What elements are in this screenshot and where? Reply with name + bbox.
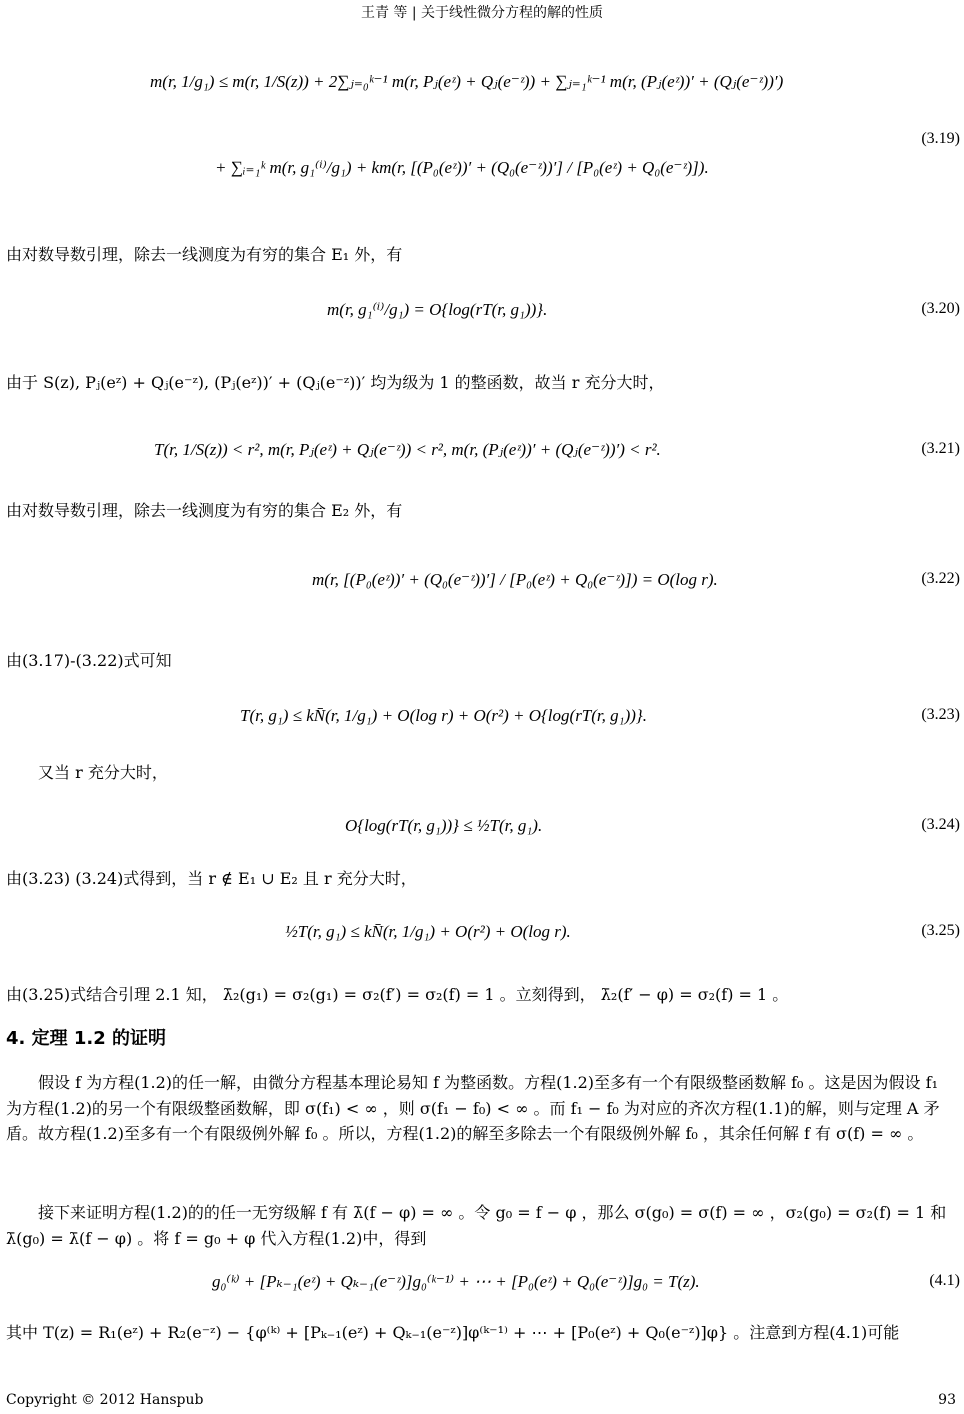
equation-number: (3.23) <box>921 706 960 723</box>
equation-3-20 <box>0 282 964 342</box>
equation-3-20-body: m(r, g₁⁽ⁱ⁾/g₁) = O{log(rT(r, g₁))}. <box>327 300 548 319</box>
equation-3-25-body: ½T(r, g₁) ≤ kN̄(r, 1/g₁) + O(r²) + O(log r). <box>285 922 571 941</box>
equation-3-19 <box>0 58 964 218</box>
equation-4-1 <box>0 1262 964 1308</box>
equation-3-23-body: T(r, g₁) ≤ kN̄(r, 1/g₁) + O(log r) + O(r²) + O{log(rT(r, g₁))}. <box>240 706 647 725</box>
equation-number: (3.22) <box>921 570 960 587</box>
equation-3-24 <box>0 796 964 856</box>
equation-3-21 <box>0 420 964 484</box>
paragraph-after-4-1: 其中 T(z) = R₁(eᶻ) + R₂(e⁻ᶻ) − {φ⁽ᵏ⁾ + [Pₖ₋₁(eᶻ) + Qₖ₋₁(e⁻ᶻ)]φ⁽ᵏ⁻¹⁾ + ⋯ + [P₀(eᶻ) + Q₀(e⁻ᶻ)]φ} 。注意到方程(4.1)可能 <box>6 1323 900 1342</box>
equation-number: (3.20) <box>921 300 960 317</box>
equation-number: (4.1) <box>929 1272 960 1289</box>
equation-3-21-body: T(r, 1/S(z)) < r², m(r, Pⱼ(eᶻ) + Qⱼ(e⁻ᶻ)) < r², m(r, (Pⱼ(eᶻ))′ + (Qⱼ(e⁻ᶻ))′) < r². <box>154 440 661 459</box>
equation-3-19-line-1: m(r, 1/g₁) ≤ m(r, 1/S(z)) + 2∑ⱼ₌₀ᵏ⁻¹ m(r, Pⱼ(eᶻ) + Qⱼ(e⁻ᶻ)) + ∑ⱼ₌₁ᵏ⁻¹ m(r, (Pⱼ(eᶻ))′ + (Qⱼ(e⁻ᶻ))′) <box>150 72 784 91</box>
paragraph-after-3-22: 由(3.17)-(3.22)式可知 <box>6 651 172 670</box>
equation-3-22-body: m(r, [(P₀(eᶻ))′ + (Q₀(e⁻ᶻ))′] / [P₀(eᶻ) + Q₀(e⁻ᶻ)]) = O(log r). <box>312 570 718 589</box>
paragraph-after-3-23: 又当 r 充分大时， <box>38 763 168 782</box>
paragraph-theorem-proof-2: 接下来证明方程(1.2)的的任一无穷级解 f 有 λ̄(f − φ) = ∞ 。令 g₀ = f − φ ，那么 σ(g₀) = σ(f) = ∞ ，σ₂(g₀) = σ₂(f) = 1 和 λ̄(g₀) = λ̄(f − φ) 。将 f = g₀ + φ 代入方程(1.2)中，得到 <box>6 1203 947 1248</box>
equation-3-24-body: O{log(rT(r, g₁))} ≤ ½T(r, g₁). <box>345 816 543 835</box>
equation-number: (3.24) <box>921 816 960 833</box>
paragraph-after-3-24: 由(3.23) (3.24)式得到，当 r ∉ E₁ ∪ E₂ 且 r 充分大时， <box>6 869 417 888</box>
equation-3-23 <box>0 686 964 748</box>
paragraph-after-3-20: 由于 S(z), Pⱼ(eᶻ) + Qⱼ(e⁻ᶻ), (Pⱼ(eᶻ))′ + (Qⱼ(e⁻ᶻ))′ 均为级为 1 的整函数，故当 r 充分大时， <box>6 373 665 392</box>
equation-4-1-body: g₀⁽ᵏ⁾ + [Pₖ₋₁(eᶻ) + Qₖ₋₁(e⁻ᶻ)]g₀⁽ᵏ⁻¹⁾ + ⋯ + [P₀(eᶻ) + Q₀(e⁻ᶻ)]g₀ = T(z). <box>212 1272 700 1291</box>
equation-number: (3.21) <box>921 440 960 457</box>
paragraph-after-3-25: 由(3.25)式结合引理 2.1 知， λ̄₂(g₁) = σ₂(g₁) = σ₂(f′) = σ₂(f) = 1 。立刻得到， λ̄₂(f′ − φ) = σ₂(f) = 1 。 <box>6 985 789 1004</box>
equation-number: (3.25) <box>921 922 960 939</box>
equation-3-19-line-2: + ∑ᵢ₌₁ᵏ m(r, g₁⁽ⁱ⁾/g₁) + km(r, [(P₀(eᶻ))′ + (Q₀(e⁻ᶻ))′] / [P₀(eᶻ) + Q₀(e⁻ᶻ)]). <box>215 158 709 177</box>
equation-3-22 <box>0 536 964 626</box>
paragraph-theorem-proof-1: 假设 f 为方程(1.2)的任一解，由微分方程基本理论易知 f 为整函数。方程(1.2)至多有一个有限级整函数解 f₀ 。这是因为假设 f₁ 为方程(1.2)的另一个有限级整函数解，即 σ(f₁) < ∞ ，则 σ(f₁ − f₀) < ∞ 。而 f₁ − f₀ 为对应的齐次方程(1.1)的解，则与定理 A 矛盾。故方程(1.2)至多有一个有限级例外解 f₀ 。所以，方程(1.2)的解至多除去一个有限级例外解 f₀ ，其余任何解 f 有 σ(f) = ∞ 。 <box>6 1073 940 1144</box>
equation-number: (3.19) <box>921 130 960 147</box>
paragraph-after-3-19: 由对数导数引理，除去一线测度为有穷的集合 E₁ 外，有 <box>6 245 403 264</box>
section-heading: 4. 定理 1.2 的证明 <box>6 1028 167 1049</box>
page-number: 93 <box>938 1392 956 1408</box>
copyright: Copyright © 2012 Hanspub <box>6 1392 204 1408</box>
equation-3-25 <box>0 902 964 964</box>
paragraph-after-3-21: 由对数导数引理，除去一线测度为有穷的集合 E₂ 外，有 <box>6 501 403 520</box>
running-title: 王青 等 | 关于线性微分方程的解的性质 <box>360 5 604 21</box>
